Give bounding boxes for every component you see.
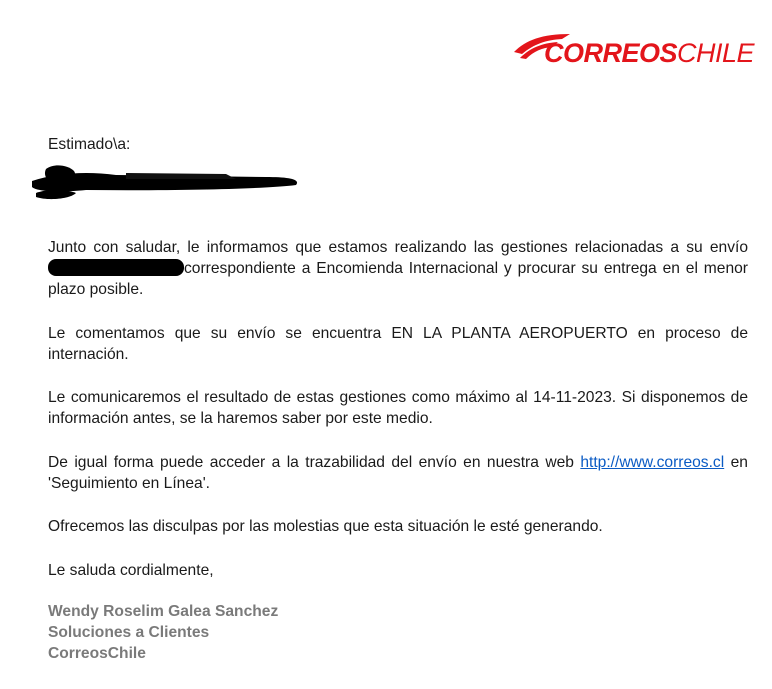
- signature-company: CorreosChile: [48, 645, 146, 662]
- greeting: Estimado\a:: [48, 136, 131, 153]
- paragraph-closing: Le saluda cordialmente,: [48, 562, 214, 579]
- paragraph-tracking: [48, 452, 748, 494]
- paragraph-deadline: Le comunicaremos el resultado de estas gestiones como máximo al 14-11-2023. Si disponemos de información antes, se la haremos saber por este medio.: [48, 389, 748, 427]
- signature-department: Soluciones a Clientes: [48, 624, 210, 641]
- logo-brand-bold: CORREOS: [544, 38, 678, 68]
- correos-website-link[interactable]: http://www.correos.cl: [580, 454, 725, 471]
- paragraph-apology: Ofrecemos las disculpas por las molestias que esta situación le esté generando.: [48, 518, 603, 535]
- paragraph-tracking-start: De igual forma puede acceder a la trazabilidad del envío en nuestra web: [48, 454, 574, 471]
- correoschile-logo: [512, 30, 755, 70]
- paragraph-tracking-end: en 'Seguimiento en Línea'.: [48, 454, 748, 492]
- signature-name: Wendy Roselim Galea Sanchez: [48, 603, 279, 620]
- logo-wordmark: [544, 38, 754, 68]
- logo-brand-light: CHILE: [677, 38, 755, 68]
- paragraph-intro-end: correspondiente a Encomienda Internacional y procurar su entrega en el menor plazo posible.: [48, 260, 748, 298]
- paragraph-status: Le comentamos que su envío se encuentra EN LA PLANTA AEROPUERTO en proceso de internación.: [48, 325, 748, 363]
- paragraph-intro: [48, 237, 748, 300]
- redacted-tracking-number: [48, 259, 184, 276]
- redacted-recipient-name: [26, 163, 326, 203]
- paragraph-intro-start: Junto con saludar, le informamos que estamos realizando las gestiones relacionadas a su envío: [48, 239, 748, 256]
